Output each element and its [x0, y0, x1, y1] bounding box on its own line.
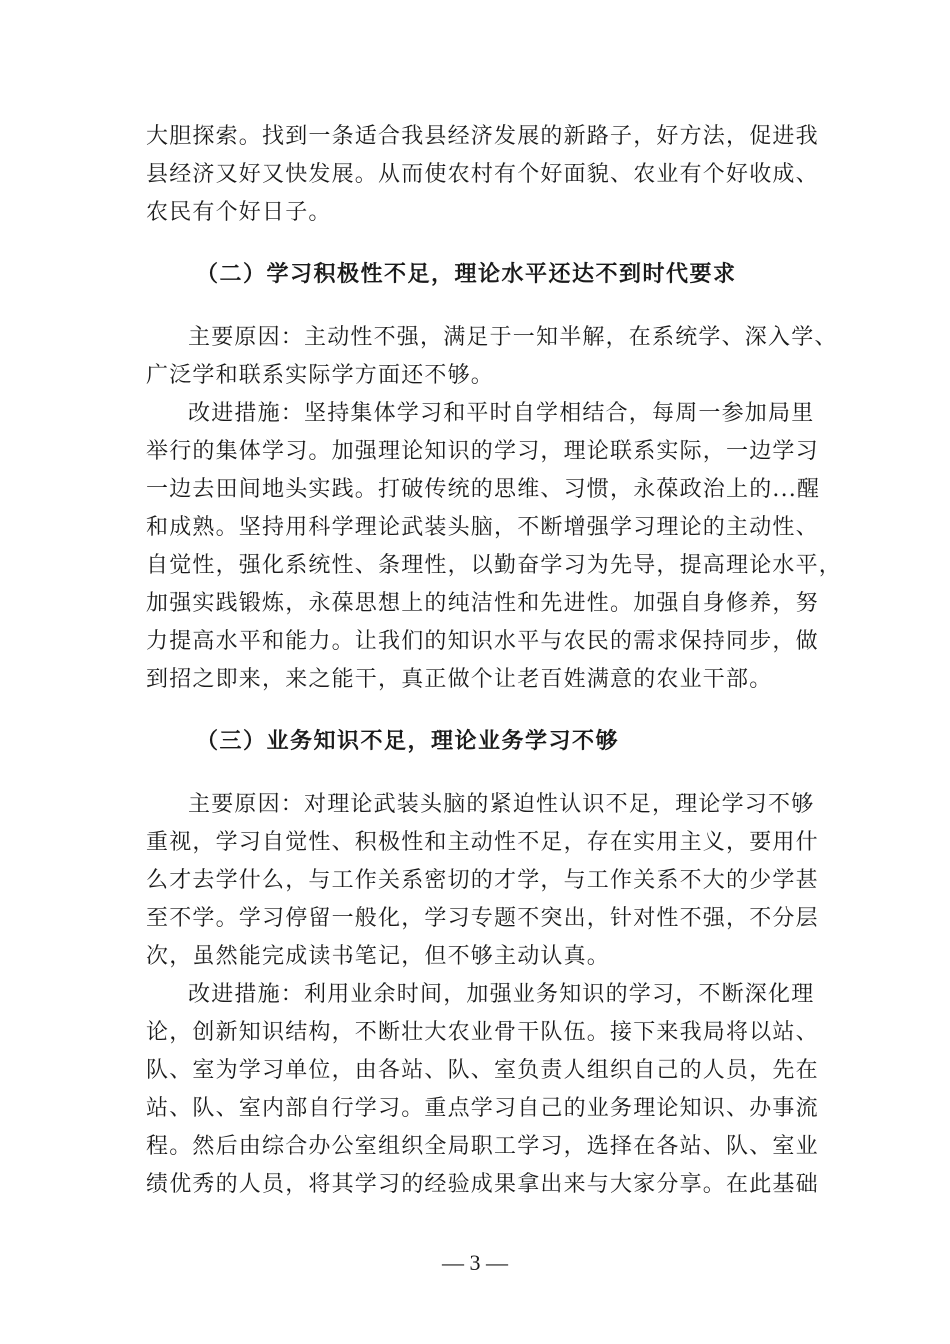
section2-measure-line-7: 力提高水平和能力。让我们的知识水平与农民的需求保持同步，做 [146, 629, 819, 654]
page-number: — 3 — [442, 1250, 508, 1275]
section3-measure-line-1: 改进措施：利用业余时间，加强业务知识的学习，不断深化理 [188, 982, 815, 1007]
section2-cause-line-1: 主要原因：主动性不强，满足于一知半解，在系统学、深入学、 [188, 325, 838, 350]
section3-cause-line-5: 次，虽然能完成读书笔记，但不够主动认真。 [146, 944, 611, 969]
section3-measure-line-6: 绩优秀的人员，将其学习的经验成果拿出来与大家分享。在此基础 [146, 1172, 819, 1197]
section2-measure-line-3: 一边去田间地头实践。打破传统的思维、习惯，永葆政治上的...醒 [146, 477, 821, 502]
section3-measure-line-5: 程。然后由综合办公室组织全局职工学习，选择在各站、队、室业 [146, 1134, 819, 1159]
section3-cause-line-2: 重视，学习自觉性、积极性和主动性不足，存在实用主义，要用什 [146, 830, 819, 855]
intro-line-3: 农民有个好日子。 [146, 200, 332, 225]
intro-line-1: 大胆探索。找到一条适合我县经济发展的新路子，好方法，促进我 [146, 124, 819, 149]
section2-heading: （二）学习积极性不足，理论水平还达不到时代要求 [196, 262, 737, 287]
section2-measure-line-2: 举行的集体学习。加强理论知识的学习，理论联系实际，一边学习 [146, 439, 819, 464]
section3-heading: （三）业务知识不足，理论业务学习不够 [196, 729, 620, 754]
section3-measure-line-2: 论，创新知识结构，不断壮大农业骨干队伍。接下来我局将以站、 [146, 1020, 819, 1045]
section2-measure-line-8: 到招之即来，来之能干，真正做个让老百姓满意的农业干部。 [146, 667, 773, 692]
section2-measure-line-4: 和成熟。坚持用科学理论武装头脑，不断增强学习理论的主动性、 [146, 515, 819, 540]
section3-measure-line-3: 队、室为学习单位，由各站、队、室负责人组织自己的人员，先在 [146, 1058, 819, 1083]
section2-measure-line-5: 自觉性，强化系统性、条理性，以勤奋学习为先导，提高理论水平， [146, 553, 843, 578]
intro-line-2: 县经济又好又快发展。从而使农村有个好面貌、农业有个好收成、 [146, 162, 819, 187]
section3-cause-line-1: 主要原因：对理论武装头脑的紧迫性认识不足，理论学习不够 [188, 792, 815, 817]
section3-cause-line-3: 么才去学什么，与工作关系密切的才学，与工作关系不大的少学甚 [146, 868, 819, 893]
section2-cause-line-2: 广泛学和联系实际学方面还不够。 [146, 363, 495, 388]
section3-cause-line-4: 至不学。学习停留一般化，学习专题不突出，针对性不强，不分层 [146, 906, 819, 931]
section2-measure-line-1: 改进措施：坚持集体学习和平时自学相结合，每周一参加局里 [188, 401, 815, 426]
section3-measure-line-4: 站、队、室内部自行学习。重点学习自己的业务理论知识、办事流 [146, 1096, 819, 1121]
section2-measure-line-6: 加强实践锻炼，永葆思想上的纯洁性和先进性。加强自身修养，努 [146, 591, 819, 616]
